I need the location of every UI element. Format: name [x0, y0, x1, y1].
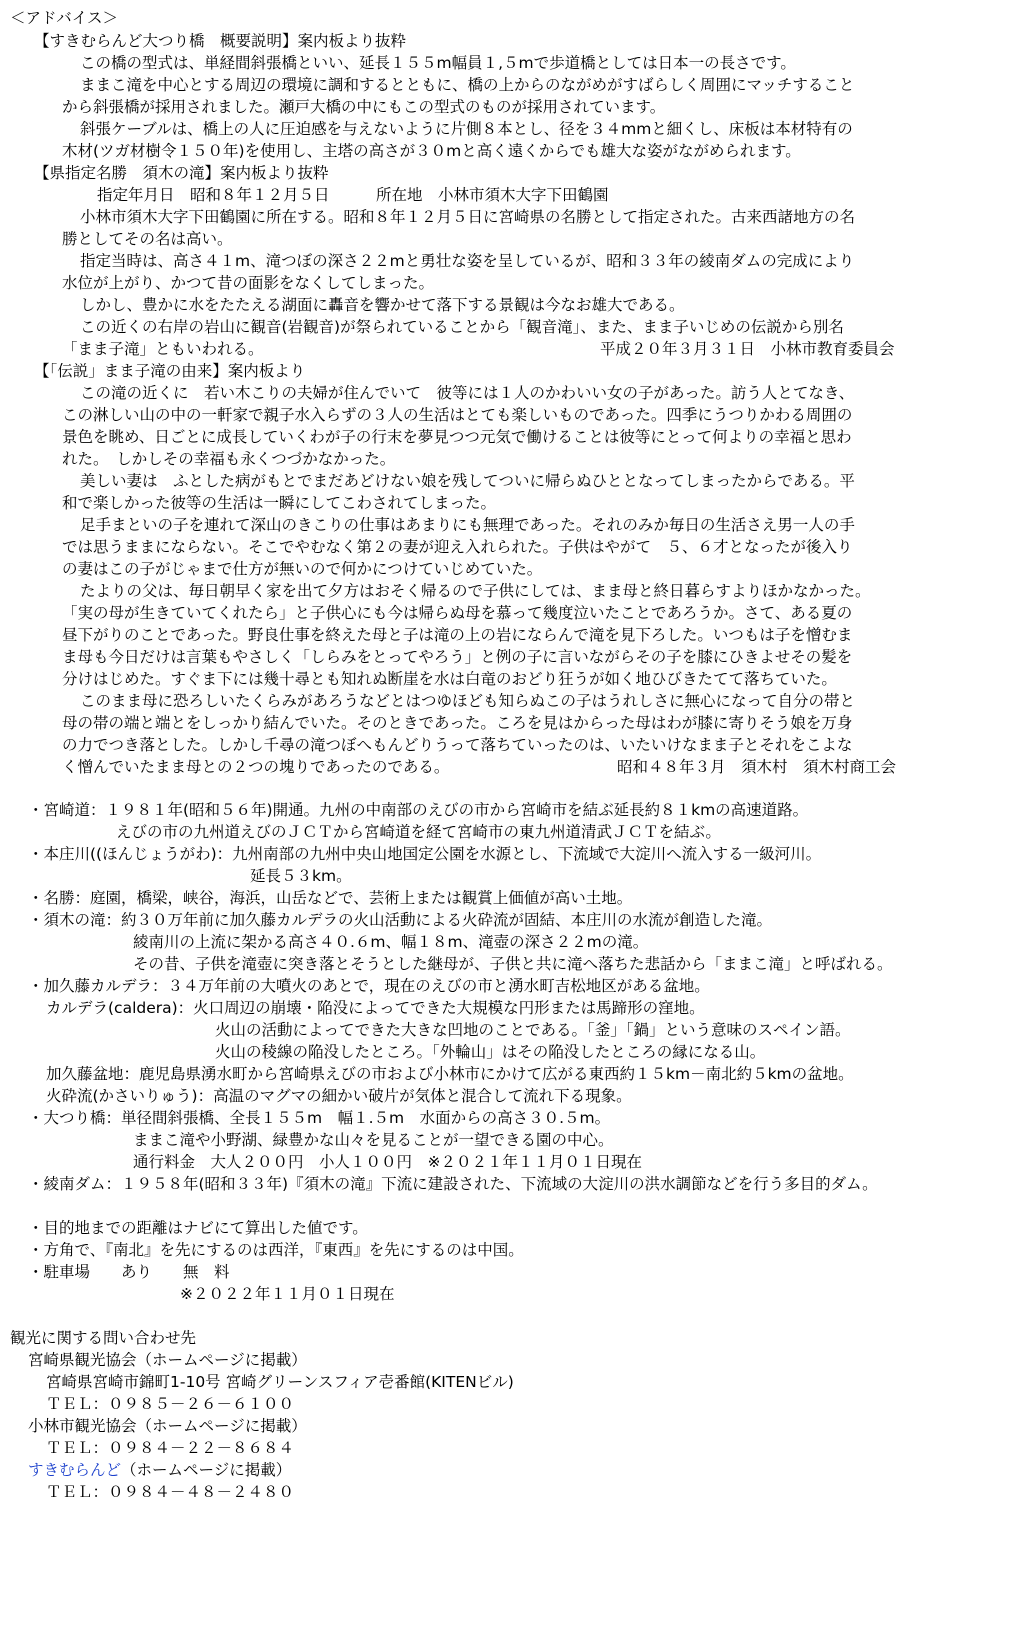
- org3-link[interactable]: すきむらんど: [28, 1461, 122, 1479]
- note-line: ・加久藤カルデラ：３４万年前の大噴火のあとで，現在のえびの市と湧水町吉松地区がある盆地。: [28, 977, 710, 995]
- note-line: ままこ滝や小野湖、緑豊かな山々を見ることが一望できる園の中心。: [133, 1131, 614, 1149]
- note-line: ・須木の滝：約３０万年前に加久藤カルデラの火山活動による火砕流が固結、本庄川の水流が創造した滝。: [28, 911, 773, 929]
- note-line: 通行料金 大人２００円 小人１００円 ※２０２１年１１月０１日現在: [133, 1153, 642, 1171]
- note-line: ・方角で、『南北』を先にするのは西洋，『東西』を先にするのは中国。: [28, 1241, 524, 1259]
- falls-heading: 【県指定名勝 須木の滝】案内板より抜粋: [34, 164, 329, 182]
- org2-tel: ＴＥＬ：０９８４－２２－８６８４: [46, 1439, 295, 1457]
- note-line: 火砕流(かさいりゅう)：高温のマグマの細かい破片が気体と混合して流れ下る現象。: [46, 1087, 632, 1105]
- advice-heading: ＜アドバイス＞: [10, 9, 119, 27]
- note-line: えびの市の九州道えびのＪＣＴから宮崎道を経て宮崎市の東九州道清武ＪＣＴを結ぶ。: [116, 823, 721, 841]
- note-line: ・宮崎道：１９８１年(昭和５６年)開通。九州の中南部のえびの市から宮崎市を結ぶ延長約８１kmの高速道路。: [28, 801, 809, 819]
- legend-signature: 昭和４８年３月 須木村 須木村商工会: [617, 758, 897, 776]
- note-line: ・綾南ダム：１９５８年(昭和３３年)『須木の滝』下流に建設された、下流域の大淀川の洪水調節などを行う多目的ダム。: [28, 1175, 878, 1193]
- legend-line: 「実の母が生きていてくれたら」と子供心にも今は帰らぬ母を慕って幾度泣いたことであろうか。さて、ある夏の: [62, 604, 853, 622]
- legend-line: このまま母に恐ろしいたくらみがあろうなどとはつゆほども知らぬこの子はうれしさに無心になって自分の帯と: [80, 692, 856, 710]
- legend-line: く憎んでいたまま母との２つの塊りであったのである。: [62, 758, 450, 776]
- falls-line: しかし、豊かに水をたたえる湖面に轟音を響かせて落下する景観は今なお雄大である。: [80, 296, 685, 314]
- note-line: ・大つり橋：単径間斜張橋、全長１５５m 幅１.５m 水面からの高さ３０.５m。: [28, 1109, 611, 1127]
- legend-line: 母の帯の端と端とをしっかり結んでいた。そのときであった。ころを見はからった母はわが膝に寄りそう娘を万身: [62, 714, 853, 732]
- legend-line: れた。 しかしその幸福も永くつづかなかった。: [62, 450, 396, 468]
- legend-line: 昼下がりのことであった。野良仕事を終えた母と子は滝の上の岩にならんで滝を見下ろした。いつもは子を憎むま: [62, 626, 853, 644]
- note-line: ※２０２２年１１月０１日現在: [180, 1285, 395, 1303]
- org1-tel: ＴＥＬ：０９８５－２６－６１００: [46, 1395, 295, 1413]
- note-line: ・名勝：庭園，橋梁，峡谷，海浜，山岳などで、芸術上または観賞上価値が高い土地。: [28, 889, 633, 907]
- org1-name: 宮崎県観光協会（ホームページに掲載）: [28, 1351, 307, 1369]
- note-line: ・目的地までの距離はナビにて算出した値です。: [28, 1219, 368, 1237]
- note-line: 加久藤盆地：鹿児島県湧水町から宮崎県えびの市および小林市にかけて広がる東西約１５km－南北約５kmの盆地。: [46, 1065, 854, 1083]
- org1-address: 宮崎県宮崎市錦町1-10号 宮崎グリーンスフィア壱番館(KITENビル): [46, 1373, 514, 1391]
- note-line: その昔、子供を滝壺に突き落とそうとした継母が、子供と共に滝へ落ちた悲話から「ままこ滝」と呼ばれる。: [133, 955, 893, 973]
- bridge-line: 木材(ツガ材樹令１５０年)を使用し、主塔の高さが３０mと高く遠くからでも雄大な姿がながめられます。: [62, 142, 801, 160]
- note-line: 延長５３km。: [250, 867, 352, 885]
- legend-line: この滝の近くに 若い木こりの夫婦が住んでいて 彼等には１人のかわいい女の子があった。訪う人とてなき、: [80, 384, 855, 402]
- bridge-line: この橋の型式は、単経間斜張橋といい、延長１５５m幅員１,５mで歩道橋としては日本一の長さです。: [80, 54, 796, 72]
- org3-row: [28, 1460, 291, 1480]
- note-line: カルデラ(caldera)：火口周辺の崩壊・陥没によってできた大規模な円形または馬蹄形の窪地。: [46, 999, 705, 1017]
- contact-heading: 観光に関する問い合わせ先: [10, 1329, 197, 1347]
- legend-line: 和で楽しかった彼等の生活は一瞬にしてこわされてしまった。: [62, 494, 497, 512]
- note-line: ・本庄川((ほんじょうがわ)：九州南部の九州中央山地国定公園を水源とし、下流域で大淀川へ流入する一級河川。: [28, 845, 822, 863]
- note-line: ・駐車場 あり 無 料: [28, 1263, 230, 1281]
- legend-heading: 【「伝説」まま子滝の由来】案内板より: [34, 362, 306, 380]
- falls-line: この近くの右岸の岩山に観音(岩観音)が祭られていることから「観音滝」、また、まま子いじめの伝説から別名: [80, 318, 844, 336]
- falls-line: 小林市須木大字下田鶴園に所在する。昭和８年１２月５日に宮崎県の名勝として指定された。古来西諸地方の名: [80, 208, 856, 226]
- bridge-line: 斜張ケーブルは、橋上の人に圧迫感を与えないように片側８本とし、径を３４mmと細くし、床板は本材特有の: [80, 120, 853, 138]
- legend-line: 景色を眺め、日ごとに成長していくわが子の行末を夢見つつ元気で働けることは彼等にとって何よりの幸福と思わ: [62, 428, 852, 446]
- org2-name: 小林市観光協会（ホームページに掲載）: [28, 1417, 307, 1435]
- note-line: 火山の活動によってできた大きな凹地のことである。「釜」「鍋」という意味のスペイン語。: [215, 1021, 851, 1039]
- legend-line: ま母も今日だけは言葉もやさしく「しらみをとってやろう」と例の子に言いながらその子を膝にひきよせその髪を: [62, 648, 853, 666]
- legend-line: 美しい妻は ふとした病がもとでまだあどけない娘を残してついに帰らぬひととなってしまったからである。平: [80, 472, 855, 490]
- note-line: 綾南川の上流に架かる高さ４０.６m、幅１８m、滝壺の深さ２２mの滝。: [133, 933, 649, 951]
- legend-line: この淋しい山の中の一軒家で親子水入らずの３人の生活はとても楽しいものであった。四季にうつりかわる周囲の: [62, 406, 853, 424]
- falls-line: 勝としてその名は高い。: [62, 230, 233, 248]
- legend-line: の力でつき落とした。しかし千尋の滝つぼへもんどりうって落ちていったのは、いたいけなまま子とそれをこよな: [62, 736, 853, 754]
- note-line: 火山の稜線の陥没したところ。「外輪山」はその陥没したところの縁になる山。: [215, 1043, 766, 1061]
- bridge-heading: 【すきむらんど大つり橋 概要説明】案内板より抜粋: [34, 32, 407, 50]
- org3-suffix: （ホームページに掲載）: [121, 1461, 292, 1479]
- bridge-line: ままこ滝を中心とする周辺の環境に調和するとともに、橋の上からのながめがすばらしく周囲にマッチすること: [80, 76, 855, 94]
- falls-line: 「まま子滝」ともいわれる。: [62, 340, 264, 358]
- legend-line: 分けはじめた。すぐま下には幾十尋とも知れぬ断崖を水は白竜のおどり狂うが如く地ひびきたてて落ちていた。: [62, 670, 837, 688]
- legend-line: たよりの父は、毎日朝早く家を出て夕方はおそく帰るので子供にしては、まま母と終日暮らすよりほかなかった。: [80, 582, 871, 600]
- legend-line: では思うままにならない。そこでやむなく第２の妻が迎え入れられた。子供はやがて ５、６才となったが後入り: [62, 538, 853, 556]
- falls-signature: 平成２０年３月３１日 小林市教育委員会: [600, 340, 895, 358]
- legend-line: 足手まといの子を連れて深山のきこりの仕事はあまりにも無理であった。それのみか毎日の生活さえ男一人の手: [80, 516, 855, 534]
- falls-line: 指定当時は、高さ４１m、滝つぼの深さ２２mと勇壮な姿を呈しているが、昭和３３年の綾南ダムの完成により: [80, 252, 855, 270]
- org3-tel: ＴＥＬ：０９８４－４８－２４８０: [46, 1483, 295, 1501]
- falls-line: 水位が上がり、かつて昔の面影をなくしてしまった。: [62, 274, 435, 292]
- bridge-line: から斜張橋が採用されました。瀬戸大橋の中にもこの型式のものが採用されています。: [62, 98, 666, 116]
- falls-designation: 指定年月日 昭和８年１２月５日 所在地 小林市須木大字下田鶴園: [97, 186, 609, 204]
- legend-line: の妻はこの子がじゃまで仕方が無いので何かにつけていじめていた。: [62, 560, 543, 578]
